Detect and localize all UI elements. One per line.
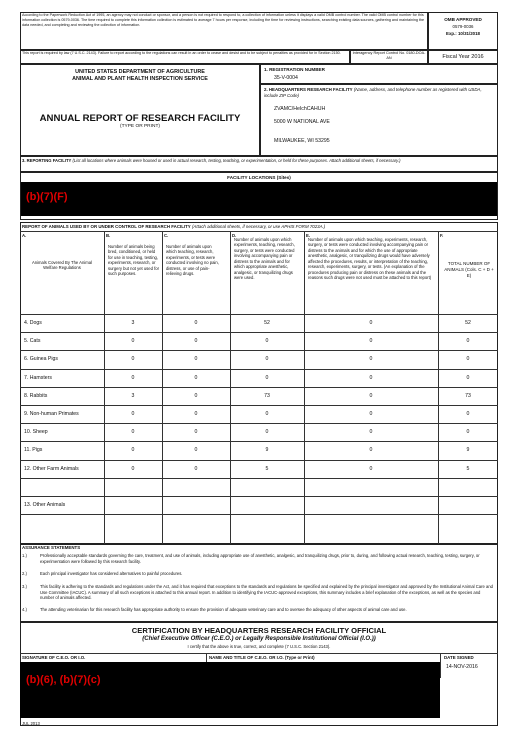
row-divider <box>20 478 498 479</box>
cell-col-c: 0 <box>194 374 198 381</box>
cell-col-b: 0 <box>131 374 135 381</box>
interagency-control: Interagency Report Control No. 0180-DOA-AN <box>352 51 426 60</box>
cell-col-f: 0 <box>466 429 470 436</box>
cell-col-d: 0 <box>265 374 269 381</box>
cell-col-d: 0 <box>265 338 269 345</box>
cert-sep-2 <box>440 653 441 678</box>
cell-col-e: 0 <box>369 320 373 326</box>
col-letter-e: E. <box>306 233 311 238</box>
date-signed-value: 14-NOV-2016 <box>446 664 478 670</box>
cell-col-e: 0 <box>369 447 373 454</box>
animals-table-note: (Attach additional sheets, if necessary, or use APHIS FORM 7023A.) <box>191 224 326 229</box>
cell-col-c: 0 <box>194 338 198 345</box>
row-divider <box>20 350 498 351</box>
cell-col-b: 3 <box>131 392 135 399</box>
cell-col-c: 0 <box>194 392 198 399</box>
paperwork-notice: According to the Paperwork Reduction Act of 1995, an agency may not conduct or sponsor, and a person is not required to respond to, a collection of information unless it displays a valid OMB control number. The valid OMB control number for this information collection is 0579-0036. The time required to complete this information collection is estimated to average 7 hours per response, including the time for reviewing instructions, searching existing data sources, gathering and maintaining the data needed, and completing and reviewing the collection of information. <box>22 13 425 27</box>
cell-col-b: 0 <box>131 465 135 472</box>
reporting-facility-label: 3. REPORTING FACILITY <box>22 158 72 163</box>
cell-col-e: 0 <box>369 392 373 399</box>
animals-table-title: REPORT OF ANIMALS USED BY OR UNDER CONTROL OF RESEARCH FACILITY <box>22 224 191 229</box>
col-header-c: Number of animals upon which teaching, research, experiments, or tests were conducted involving no pain, distress, or use of pain-relieving drugs. <box>166 244 219 277</box>
cell-col-e: 0 <box>369 374 373 381</box>
certification-divider <box>20 653 498 654</box>
cell-col-b: 0 <box>131 411 135 417</box>
certification-title: CERTIFICATION BY HEADQUARTERS RESEARCH FACILITY OFFICIAL <box>131 626 387 635</box>
cell-col-d: 52 <box>264 320 270 326</box>
omb-number: 0579-0036 <box>452 24 474 29</box>
row-divider <box>20 496 498 497</box>
reporting-facility-text <box>22 158 496 164</box>
assurance-text-4: The attending veterinarian for this research facility has appropriate authority to ensure the provision of adequate veterinary care and to oversee the adequacy of other aspects of animal care and use. <box>40 607 407 612</box>
headquarters-label-wrap <box>264 87 494 99</box>
cell-col-f: 0 <box>466 356 470 363</box>
cell-col-f: 0 <box>466 338 470 345</box>
assurance-num-2: 2.) <box>22 571 27 576</box>
col-letter-a: A. <box>22 233 27 238</box>
cell-col-d: 0 <box>265 356 269 363</box>
row-animal-label: 9. Non-human Primates <box>24 411 79 417</box>
row-animal-label: 13. Other Animals <box>24 502 66 508</box>
assurance-num-4: 4.) <box>22 607 27 612</box>
assurance-title: ASSURANCE STATEMENTS <box>22 545 81 550</box>
col-header-a: Animals Covered By The Animal Welfare Regulations <box>32 260 92 271</box>
cell-col-d: 9 <box>265 447 269 454</box>
row-divider <box>20 387 498 388</box>
animals-table-title-wrap <box>22 224 496 230</box>
certification-statement: I certify that the above is true, correct, and complete (7 U.S.C. Section 2143). <box>187 644 331 649</box>
fiscal-year: Fiscal Year 2016 <box>442 54 484 60</box>
assurance-num-3: 3.) <box>22 584 27 589</box>
name-title-label: NAME AND TITLE OF C.E.O. OR I.O. (Type or Print) <box>209 655 315 660</box>
col-header-d: Number of animals upon which experiments, teaching, research, surgery, or tests were conducted involving accompanying pain or distress to the animals and for which appropriate anesthetic, analgesic, or tranquilizing drugs were used. <box>234 237 295 281</box>
cell-col-f: 0 <box>466 411 470 417</box>
cell-col-c: 0 <box>194 320 198 326</box>
cell-col-b: 0 <box>131 447 135 454</box>
facility-locations-label: FACILITY LOCATIONS (Sites) <box>227 175 291 180</box>
row-animal-label: 7. Hamsters <box>24 374 52 381</box>
cell-col-e: 0 <box>369 465 373 472</box>
form-title: ANNUAL REPORT OF RESEARCH FACILITY <box>39 113 241 124</box>
row-divider <box>20 369 498 370</box>
row-divider <box>20 460 498 461</box>
cell-col-d: 73 <box>264 392 270 399</box>
reporting-facility-note: (List all locations where animals were housed or used in actual research, testing, teaching, or experimentation, or held for these purposes. Attach additional sheets, if necessary.) <box>72 158 401 163</box>
assurance-text-3: This facility is adhering to the standards and regulations under the Act, and it has required that exceptions to the standards and regulations be specified and explained by the principal investigator and approved by the Institutional Animal Care and Use Committee (IACUC). A summary of all such exceptions is attached to this annual report. In addition to identifying the IACUC-approved exceptions, this summary includes a brief explanation of the exceptions, as well as the species and number of animals affected. <box>40 584 494 601</box>
row-divider <box>20 441 498 442</box>
row-animal-label: 5. Cats <box>24 338 41 345</box>
signature-redaction-label: (b)(6), (b)(7)(c) <box>26 674 101 686</box>
headquarters-label-note: (Name, address, and telephone number as registered with USDA, include ZIP Code) <box>264 87 482 98</box>
col-header-b: Number of animals being bred, conditioned, or held for use in teaching, testing, experiments, research, or surgery but not yet used for such purposes. <box>108 244 159 277</box>
omb-expiration: Exp.: 10/31/2018 <box>446 31 480 36</box>
row-divider <box>20 332 498 333</box>
row-animal-label: 10. Sheep <box>24 429 48 436</box>
assurance-num-1: 1.) <box>22 553 27 558</box>
col-letter-b: B. <box>106 233 111 238</box>
assurance-text-1: Professionally acceptable standards governing the care, treatment, and use of animals, including appropriate use of anesthetic, analgesic, and tranquilizing drugs, prior to, during, and following actual research, teaching, testing, surgery, or experimentation were followed by this research facility. <box>40 553 480 564</box>
row-animal-label: 4. Dogs <box>24 320 42 326</box>
table-header-divider <box>20 314 498 315</box>
row-divider <box>20 405 498 406</box>
cell-col-d: 0 <box>265 429 269 436</box>
form-subtitle: (TYPE OR PRINT) <box>120 124 160 129</box>
form-id: JUL 2013 <box>22 721 40 726</box>
cell-col-e: 0 <box>369 338 373 345</box>
cell-col-c: 0 <box>194 356 198 363</box>
registration-label: 1. REGISTRATION NUMBER <box>264 67 325 72</box>
row-animal-label: 8. Rabbits <box>24 392 48 399</box>
penalty-notice: This report is required by law (7 U.S.C. 2143). Failure to report according to the regulations can result in an order to cease and desist and to be subject to penalties as provided for in Section 2150. <box>22 51 341 55</box>
cell-col-b: 0 <box>131 338 135 345</box>
cell-col-d: 5 <box>265 465 269 472</box>
cell-col-c: 0 <box>194 429 198 436</box>
col-letter-c: C. <box>164 233 169 238</box>
headquarters-street: 5000 W NATIONAL AVE <box>274 119 330 125</box>
cell-col-e: 0 <box>369 356 373 363</box>
report-form <box>20 12 498 730</box>
cell-col-f: 0 <box>466 374 470 381</box>
row-animal-label: 12. Other Farm Animals <box>24 465 79 472</box>
col-header-e: Number of animals upon which teaching, experiments, research, surgery, or tests were conducted involving accompanying pain or distress to the animals and for which the use of appropriate anesthetic, analgesic, or tranquilizing drugs would have adversely affected the procedures, results, or interpretation of the teaching, research, experiments, surgery, or tests. (An explanation of the procedures producing pain or distress on these animals and the reasons such drugs were not used must be attached to this report) <box>308 237 432 281</box>
facility-locations-redaction <box>21 182 497 216</box>
row-animal-label: 11. Pigs <box>24 447 43 454</box>
cell-col-b: 0 <box>131 429 135 436</box>
table-title-divider <box>20 231 498 232</box>
signature-redaction <box>20 662 440 718</box>
row-divider <box>20 423 498 424</box>
cell-col-b: 0 <box>131 356 135 363</box>
col-letter-f: F. <box>440 233 444 238</box>
agency-line-2: ANIMAL AND PLANT HEALTH INSPECTION SERVICE <box>72 76 208 82</box>
cell-col-b: 3 <box>131 320 135 326</box>
cell-col-e: 0 <box>369 411 373 417</box>
registration-number: 35-V-0004 <box>274 75 298 81</box>
headquarters-label: 2. HEADQUARTERS RESEARCH FACILITY <box>264 87 353 92</box>
cell-col-f: 73 <box>465 392 471 399</box>
cell-col-c: 0 <box>194 411 198 417</box>
date-signed-label: DATE SIGNED <box>444 655 474 660</box>
headquarters-city: MILWAUKEE, WI 53295 <box>274 138 330 144</box>
col-letter-d: D. <box>232 233 237 238</box>
cell-col-d: 0 <box>265 411 269 417</box>
assurance-text-2: Each principal investigator has considered alternatives to painful procedures. <box>40 571 183 576</box>
agency-line-1: UNITED STATES DEPARTMENT OF AGRICULTURE <box>75 69 205 75</box>
cell-col-f: 52 <box>465 320 471 326</box>
cell-col-f: 9 <box>466 447 470 454</box>
col-header-f: TOTAL NUMBER OF ANIMALS (Cols. C + D + E) <box>444 261 494 278</box>
signature-label: SIGNATURE OF C.E.O. OR I.O. <box>22 655 86 660</box>
cell-col-f: 5 <box>466 465 470 472</box>
row-divider <box>20 514 498 515</box>
headquarters-name: ZVAMC/HeIchCAHUH <box>274 106 326 112</box>
row-animal-label: 6. Guinea Pigs <box>24 356 59 363</box>
cell-col-c: 0 <box>194 447 198 454</box>
certification-subtitle: (Chief Executive Officer (C.E.O.) or Legally Responsible Institutional Official (I.O.)) <box>142 636 376 642</box>
omb-approved: OMB APPROVED <box>444 17 482 22</box>
cell-col-e: 0 <box>369 429 373 436</box>
facility-redaction-label: (b)(7)(F) <box>26 191 68 203</box>
cell-col-c: 0 <box>194 465 198 472</box>
